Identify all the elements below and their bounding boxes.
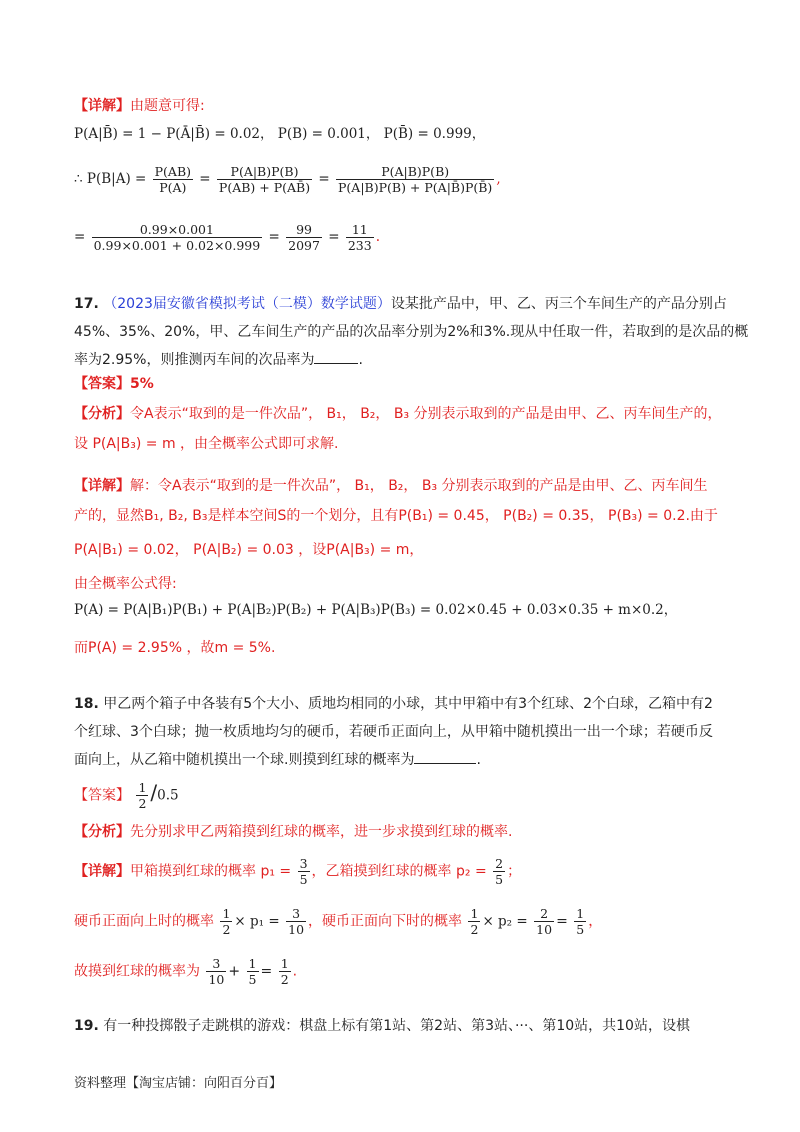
q17-detail-2 [74, 506, 740, 526]
analysis-text: 令A表示“取到的是一件次品”， B₁， B₂， B₃ 分别表示取到的产品是由甲、乙、丙车间生产的， [130, 406, 722, 422]
q18-line1 [74, 694, 740, 714]
fraction: $\frac{P(A|B)P(B)}{P(AB) + P(AB̄)}$ [218, 164, 311, 195]
q17-answer [74, 374, 740, 394]
fraction: $\frac{99}{2097}$ [288, 222, 320, 253]
sol16-eq3: = $\frac{0.99\times 0.001}{0.99\times 0.001 + 0.02\times 0.999}$ = $\frac{99}{2097}$ = $\frac{11}{233}$ . [74, 222, 380, 253]
fraction: $\frac{1}{5}$ [248, 956, 257, 987]
answer-separator: / [150, 780, 158, 805]
question-number: 17. [74, 296, 99, 312]
q17-detail-3 [74, 540, 740, 560]
fraction: $\frac{1}{2}$ [222, 906, 231, 937]
fraction: $\frac{1}{5}$ [576, 906, 585, 937]
detail-text: 解：令A表示“取到的是一件次品”， B₁， B₂， B₃ 分别表示取到的产品是由甲、乙、丙车间生 [130, 478, 708, 494]
q17-line1 [74, 294, 740, 314]
detail-text: P(A|B₁) = 0.02， P(A|B₂) = 0.03 ，设P(A|B₃) = m， [74, 542, 424, 558]
q17-detail-6 [74, 638, 740, 658]
fraction: $\frac{3}{10}$ [208, 956, 225, 987]
q17-analysis-2 [74, 434, 740, 454]
detail-equation: P(A) = P(A|B₁)P(B₁) + P(A|B₂)P(B₂) + P(A|B₃)P(B₃) = 0.02×0.45 + 0.03×0.35 + m×0.2， [74, 602, 678, 618]
q18-line2 [74, 722, 740, 742]
fraction: $\frac{3}{10}$ [288, 906, 305, 937]
q17-detail-5 [74, 600, 740, 621]
fraction: $\frac{P(A|B)P(B)}{P(A|B)P(B) + P(A|B̄)P(B̄)}$ [338, 164, 493, 195]
detail-intro: 由题意可得: [130, 98, 205, 114]
question-text: 45%、35%、20%，甲、乙车间生产的产品的次品率分别为2%和3%.现从中任取一件，若取到的是次品的概 [74, 324, 749, 340]
analysis-tag: 【分析】 [74, 824, 130, 840]
detail-text: 由全概率公式得: [74, 576, 177, 592]
sol16-eq2: ∴ P(B|A) = $\frac{P(AB)}{P(A)}$ = $\frac{P(A|B)P(B)}{P(AB) + P(AB̄)}$ = $\frac{P(A|B)P(B)}{P(A|B)P(B) + P(A|B̄)P(B̄)}$ , [74, 164, 501, 195]
sol16-detail-line [74, 96, 740, 116]
q17-line3: 率为2.95%，则推测丙车间的次品率为 . [74, 352, 363, 368]
answer-blank [314, 351, 358, 364]
analysis-text: 先分别求甲乙两箱摸到红球的概率，进一步求摸到红球的概率. [130, 824, 513, 840]
q18-line3: 面向上，从乙箱中随机摸出一个球.则摸到红球的概率为 . [74, 752, 481, 768]
q19-line1 [74, 1016, 740, 1036]
q18-analysis [74, 822, 740, 842]
question-number: 19. [74, 1018, 99, 1034]
answer-tag: 【答案】 [74, 787, 130, 804]
q18-detail-3: 故摸到红球的概率为 $\frac{3}{10}$ + $\frac{1}{5}$ = $\frac{1}{2}$ . [74, 956, 298, 987]
question-number: 18. [74, 696, 99, 712]
question-text: 面向上，从乙箱中随机摸出一个球.则摸到红球的概率为 [74, 752, 415, 768]
analysis-text: 设 P(A|B₃) = m ，由全概率公式即可求解. [74, 436, 339, 452]
fraction: $\frac{0.99\times 0.001}{0.99\times 0.001 + 0.02\times 0.999}$ [93, 222, 261, 253]
answer-tag: 【答案】 [74, 376, 130, 392]
detail-tag: 【详解】 [74, 863, 130, 880]
question-text: 设某批产品中，甲、乙、丙三个车间生产的产品分别占 [390, 296, 727, 312]
analysis-tag: 【分析】 [74, 406, 130, 422]
question-text: 甲乙两个箱子中各装有5个大小、质地均相同的小球，其中甲箱中有3个红球、2个白球，乙箱中有2 [103, 696, 713, 712]
q17-detail-1 [74, 476, 740, 496]
fraction: $\frac{2}{10}$ [536, 906, 553, 937]
q17-line2 [74, 322, 749, 342]
q18-answer [74, 780, 740, 811]
q17-detail-4 [74, 574, 740, 594]
answer-alt: 0.5 [157, 787, 179, 804]
q18-detail-2: 硬币正面向上时的概率 $\frac{1}{2}$ × p₁ = $\frac{3}{10}$ ，硬币正面向下时的概率 $\frac{1}{2}$ × p₂ = $\frac{2}{10}$ = $\frac{1}{5}$ ， [74, 906, 603, 937]
q18-detail-1: 【详解】甲箱摸到红球的概率 p₁ = $\frac{3}{5}$ ，乙箱摸到红球的概率 p₂ = $\frac{2}{5}$ ； [74, 856, 522, 887]
fraction: $\frac{2}{5}$ [495, 856, 504, 887]
fraction: $\frac{11}{233}$ [347, 222, 372, 253]
q17-analysis [74, 404, 740, 424]
question-text: 个红球、3个白球；抛一枚质地均匀的硬币，若硬币正面向上，从甲箱中随机摸出一出一个球；若硬币反 [74, 724, 713, 740]
detail-tag: 【详解】 [74, 478, 130, 494]
detail-text: 产的，显然B₁, B₂, B₃是样本空间S的一个划分，且有P(B₁) = 0.45， P(B₂) = 0.35， P(B₃) = 0.2.由于 [74, 508, 718, 524]
question-text: 率为2.95%，则推测丙车间的次品率为 [74, 352, 315, 368]
answer-value: 5% [130, 376, 154, 392]
detail-text: 而P(A) = 2.95% ，故m = 5%. [74, 640, 276, 656]
question-text: 有一种投掷骰子走跳棋的游戏：棋盘上标有第1站、第2站、第3站、···、第10站，共10站，设棋 [103, 1018, 690, 1034]
sol16-eq1 [74, 124, 740, 144]
equation-lead: ∴ P(B|A) = [74, 171, 147, 187]
question-source: （2023届安徽省模拟考试（二模）数学试题） [103, 296, 391, 312]
fraction: $\frac{1}{2}$ [280, 956, 289, 987]
page-footer: 资料整理【淘宝店铺：向阳百分百】 [74, 1076, 283, 1091]
answer-blank [414, 751, 476, 764]
fraction: $\frac{1}{2}$ [470, 906, 479, 937]
answer-fraction: $\frac{1}{2}$ [138, 780, 147, 811]
equation: P(A|B̄) = 1 − P(Ā|B̄) = 0.02， P(B) = 0.001， P(B̄) = 0.999， [74, 126, 486, 142]
detail-tag: 【详解】 [74, 98, 130, 114]
fraction: $\frac{P(AB)}{P(A)}$ [154, 164, 192, 195]
fraction: $\frac{3}{5}$ [299, 856, 308, 887]
